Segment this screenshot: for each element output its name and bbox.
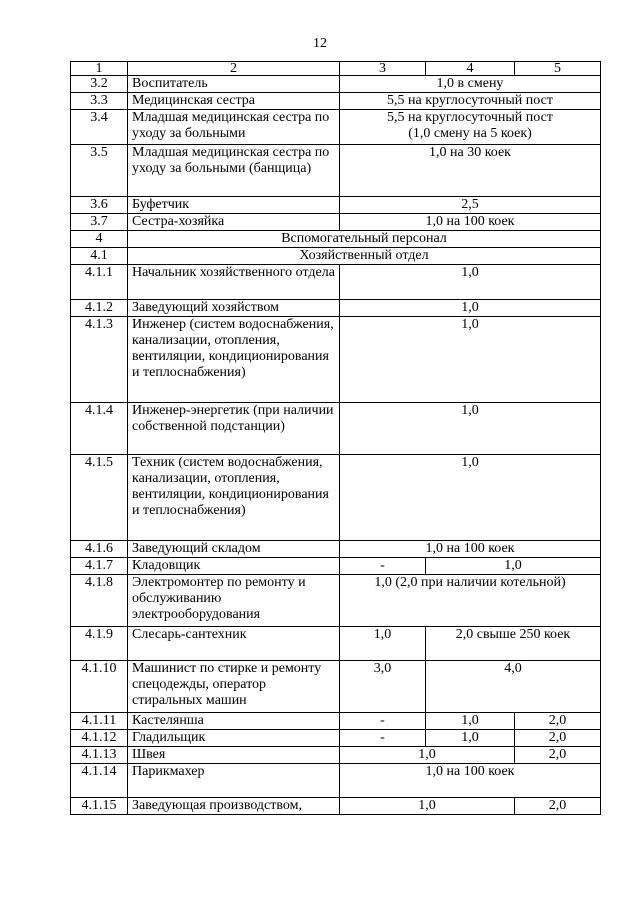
staff-norm: 1,0 на 100 коек [340, 764, 601, 798]
row-number: 4.1.4 [71, 403, 128, 455]
position-name: Парикмахер [128, 764, 340, 798]
row-number: 4 [71, 231, 128, 248]
position-name: Заведующий хозяйством [128, 300, 340, 317]
staff-norm: 1,0 на 100 коек [340, 214, 601, 231]
table-row [71, 661, 601, 713]
row-number: 3.4 [71, 110, 128, 145]
position-name: Слесарь-сантехник [128, 627, 340, 661]
staff-norm: 1,0 в смену [340, 76, 601, 93]
row-number: 3.2 [71, 76, 128, 93]
table-row [71, 300, 601, 317]
position-name: Заведующая производством, [128, 798, 340, 815]
table-row [71, 798, 601, 815]
row-number: 4.1.8 [71, 575, 128, 627]
table-row [71, 197, 601, 214]
table-row [71, 747, 601, 764]
staff-norm-col4: 1,0 [426, 713, 515, 730]
staff-norm-line: 5,5 на круглосуточный пост [387, 110, 553, 125]
table-row [71, 145, 601, 197]
position-name: Кастелянша [128, 713, 340, 730]
staff-norm-col34: 1,0 [340, 747, 515, 764]
table-row [71, 575, 601, 627]
table-row [71, 214, 601, 231]
position-name: Заведующий складом [128, 541, 340, 558]
row-number: 4.1.12 [71, 730, 128, 747]
row-number: 4.1.10 [71, 661, 128, 713]
table-row [71, 403, 601, 455]
position-name: Гладильщик [128, 730, 340, 747]
table-row [71, 558, 601, 575]
position-name: Инженер-энергетик (при наличии собственной подстанции) [128, 403, 340, 455]
position-name: Младшая медицинская сестра по уходу за больными [128, 110, 340, 145]
staff-norm-col45: 4,0 [426, 661, 601, 713]
staff-norm-col3: 1,0 [340, 627, 426, 661]
row-number: 3.5 [71, 145, 128, 197]
position-name: Начальник хозяйственного отдела [128, 265, 340, 300]
position-name: Буфетчик [128, 197, 340, 214]
staff-norm: 1,0 на 30 коек [340, 145, 601, 197]
table-row [71, 317, 601, 403]
row-number: 3.3 [71, 93, 128, 110]
staff-norm-col3: 3,0 [340, 661, 426, 713]
staff-norm: 1,0 (2,0 при наличии котельной) [340, 575, 601, 627]
table-row [71, 76, 601, 93]
table-row [71, 455, 601, 541]
table-row [71, 730, 601, 747]
staff-norm-col45: 1,0 [426, 558, 601, 575]
position-name: Инженер (систем водоснабжения, канализации, отопления, вентиляции, кондиционирования и теплоснабжения) [128, 317, 340, 403]
staff-norm-col45: 2,0 свыше 250 коек [426, 627, 601, 661]
row-number: 3.6 [71, 197, 128, 214]
row-number: 4.1.1 [71, 265, 128, 300]
staff-norm: 5,5 на круглосуточный пост [340, 93, 601, 110]
staff-norm-col5: 2,0 [515, 798, 601, 815]
table-row [71, 93, 601, 110]
header-cell: 2 [128, 62, 340, 76]
staff-norm-col5: 2,0 [515, 730, 601, 747]
row-number: 4.1.2 [71, 300, 128, 317]
header-cell: 1 [71, 62, 128, 76]
section-title: Хозяйственный отдел [128, 248, 601, 265]
row-number: 4.1.11 [71, 713, 128, 730]
position-name: Сестра-хозяйка [128, 214, 340, 231]
header-cell: 5 [515, 62, 601, 76]
row-number: 4.1 [71, 248, 128, 265]
staff-norm-line: (1,0 смену на 5 коек) [408, 126, 532, 141]
staff-norm: 1,0 на 100 коек [340, 541, 601, 558]
position-name: Медицинская сестра [128, 93, 340, 110]
staff-norm [340, 110, 601, 145]
position-name: Швея [128, 747, 340, 764]
position-name: Младшая медицинская сестра по уходу за больными (банщица) [128, 145, 340, 197]
section-title: Вспомогательный персонал [128, 231, 601, 248]
position-name: Воспитатель [128, 76, 340, 93]
staff-norm: 1,0 [340, 300, 601, 317]
position-name: Машинист по стирке и ремонту спецодежды, оператор стиральных машин [128, 661, 340, 713]
staffing-table [70, 61, 601, 815]
staff-norm: 1,0 [340, 265, 601, 300]
row-number: 4.1.15 [71, 798, 128, 815]
table-row [71, 541, 601, 558]
position-name: Техник (систем водоснабжения, канализации, отопления, вентиляции, кондиционирования и теплоснабжения) [128, 455, 340, 541]
staff-norm-col5: 2,0 [515, 747, 601, 764]
position-name: Электромонтер по ремонту и обслуживанию электрооборудования [128, 575, 340, 627]
table-header-row [71, 62, 601, 76]
section-row [71, 231, 601, 248]
row-number: 4.1.7 [71, 558, 128, 575]
header-cell: 3 [340, 62, 426, 76]
row-number: 4.1.14 [71, 764, 128, 798]
section-row [71, 248, 601, 265]
table-row [71, 713, 601, 730]
staff-norm-col3: - [340, 558, 426, 575]
staff-norm-col3: - [340, 713, 426, 730]
staff-norm-col4: 1,0 [426, 730, 515, 747]
table-row [71, 265, 601, 300]
staff-norm: 1,0 [340, 455, 601, 541]
row-number: 4.1.6 [71, 541, 128, 558]
table-row [71, 627, 601, 661]
table-row [71, 110, 601, 145]
row-number: 4.1.5 [71, 455, 128, 541]
table-row [71, 764, 601, 798]
page-number: 12 [313, 36, 327, 51]
row-number: 3.7 [71, 214, 128, 231]
row-number: 4.1.9 [71, 627, 128, 661]
row-number: 4.1.3 [71, 317, 128, 403]
staff-norm: 1,0 [340, 403, 601, 455]
row-number: 4.1.13 [71, 747, 128, 764]
staff-norm-col34: 1,0 [340, 798, 515, 815]
staff-norm-col3: - [340, 730, 426, 747]
position-name: Кладовщик [128, 558, 340, 575]
staff-norm: 2,5 [340, 197, 601, 214]
staff-norm: 1,0 [340, 317, 601, 403]
staff-norm-col5: 2,0 [515, 713, 601, 730]
header-cell: 4 [426, 62, 515, 76]
